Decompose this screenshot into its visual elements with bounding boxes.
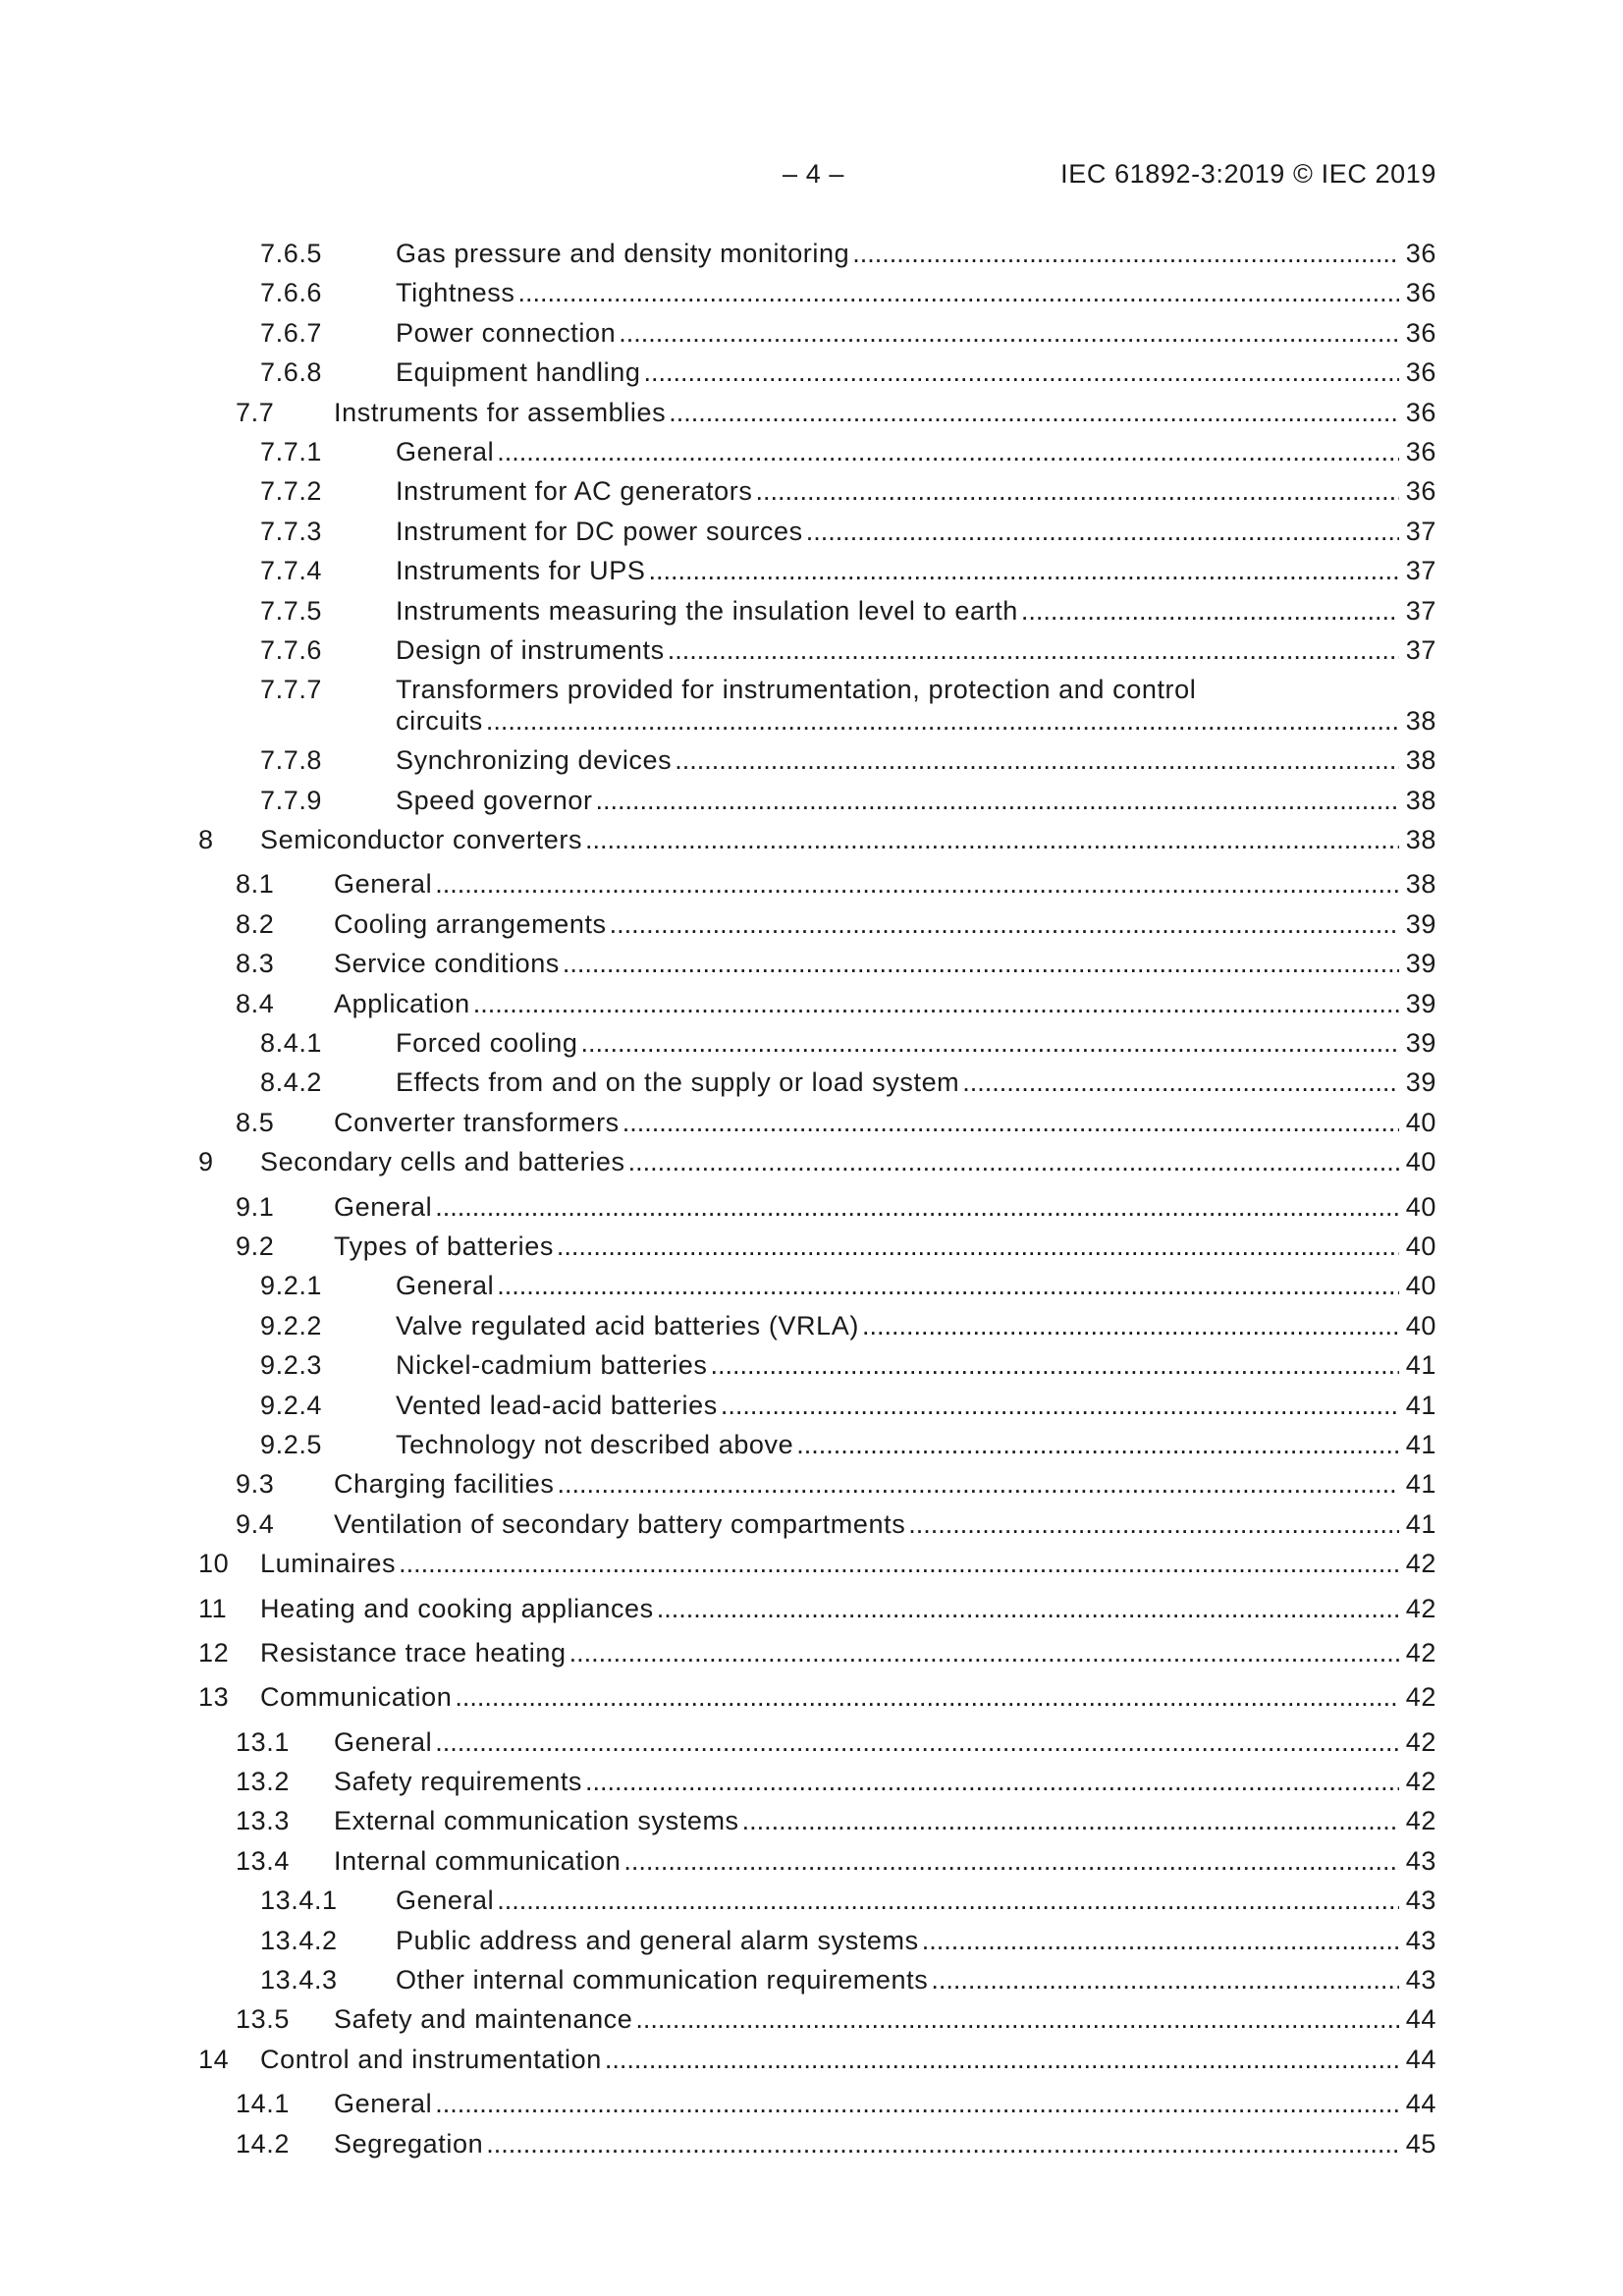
toc-page: 40: [1405, 1191, 1436, 1222]
toc-number: 9.2.5: [260, 1429, 323, 1459]
toc-page: 37: [1405, 516, 1436, 546]
toc-number: 10: [198, 1549, 230, 1579]
dot-leader: [643, 353, 1399, 392]
toc-title: External communication systems: [334, 1806, 739, 1836]
toc-page: 37: [1405, 634, 1436, 665]
dot-leader: [557, 1227, 1399, 1266]
toc-entry[interactable]: [0, 944, 1623, 983]
toc-title: Forced cooling: [396, 1028, 578, 1059]
toc-title: Internal communication: [334, 1845, 622, 1876]
toc-title: Technology not described above: [396, 1429, 794, 1459]
dot-leader: [558, 1464, 1400, 1503]
toc-entry[interactable]: [0, 591, 1623, 630]
toc-entry[interactable]: [0, 1142, 1623, 1181]
toc-entry[interactable]: [0, 984, 1623, 1023]
toc-title: Instruments measuring the insulation level to earth: [396, 595, 1018, 626]
toc-entry[interactable]: [0, 1801, 1623, 1840]
toc-number: 13.1: [236, 1726, 290, 1757]
toc-page: 40: [1405, 1230, 1436, 1261]
toc-title: Types of batteries: [334, 1230, 554, 1261]
toc-entry[interactable]: [0, 551, 1623, 590]
toc-entry[interactable]: [0, 432, 1623, 471]
dot-leader: [455, 1677, 1399, 1717]
dot-leader: [755, 471, 1399, 511]
toc-title: circuits: [396, 706, 483, 737]
dot-leader: [1021, 591, 1399, 630]
toc-title-line1: Transformers provided for instrumentation, protection and control: [396, 675, 1197, 705]
toc-title: Resistance trace heating: [260, 1637, 567, 1667]
toc-page: 41: [1405, 1469, 1436, 1500]
toc-title: Instruments for assemblies: [334, 397, 667, 427]
toc-title: Speed governor: [396, 785, 593, 815]
dot-leader: [486, 701, 1399, 740]
dot-leader: [668, 630, 1399, 670]
toc-entry[interactable]: [0, 1023, 1623, 1063]
dot-leader: [486, 2124, 1399, 2163]
dot-leader: [563, 944, 1399, 983]
toc-entry[interactable]: [0, 1544, 1623, 1583]
toc-entry[interactable]: [0, 630, 1623, 670]
toc-title: Ventilation of secondary battery compartments: [334, 1508, 906, 1539]
toc-title: Instrument for DC power sources: [396, 516, 803, 546]
toc-title: Heating and cooking appliances: [260, 1593, 654, 1623]
toc-page: 44: [1405, 2044, 1436, 2074]
toc-page: 45: [1405, 2128, 1436, 2159]
toc-page: 40: [1405, 1147, 1436, 1177]
toc-title: Luminaires: [260, 1549, 397, 1579]
toc-title: Gas pressure and density monitoring: [396, 239, 850, 268]
toc-title: Design of instruments: [396, 634, 665, 665]
toc-number: 8.1: [236, 869, 275, 900]
toc-entry[interactable]: [0, 1103, 1623, 1142]
toc-entry[interactable]: [0, 1960, 1623, 1999]
toc-title: Safety requirements: [334, 1767, 583, 1797]
toc-number: 7.6.6: [260, 278, 323, 308]
toc-title: Safety and maintenance: [334, 2004, 633, 2035]
toc-title: Valve regulated acid batteries (VRLA): [396, 1310, 859, 1340]
toc-page: 43: [1405, 1845, 1436, 1876]
toc-page: 40: [1405, 1107, 1436, 1137]
toc-page: 43: [1405, 1965, 1436, 1995]
toc-number: 8: [198, 825, 214, 855]
toc-entry[interactable]: [0, 512, 1623, 551]
dot-leader: [497, 1881, 1399, 1920]
toc-page: 40: [1405, 1310, 1436, 1340]
toc-title: General: [334, 2089, 433, 2119]
toc-title: Public address and general alarm systems: [396, 1925, 919, 1955]
dot-leader: [931, 1960, 1399, 1999]
toc-number: 7.6.7: [260, 317, 323, 348]
dot-leader: [648, 551, 1399, 590]
toc-entry[interactable]: [0, 1187, 1623, 1227]
toc-page: 36: [1405, 357, 1436, 388]
toc-entry[interactable]: [0, 234, 1623, 273]
toc-title: Communication: [260, 1682, 453, 1713]
toc-page: 37: [1405, 595, 1436, 626]
toc-entry[interactable]: [0, 1345, 1623, 1385]
dot-leader: [619, 313, 1399, 353]
toc-entry[interactable]: [0, 313, 1623, 353]
toc-entry[interactable]: [0, 1063, 1623, 1102]
toc-title: Control and instrumentation: [260, 2044, 602, 2074]
toc-title: Tightness: [396, 278, 515, 308]
dot-leader: [635, 1999, 1399, 2039]
dot-leader: [569, 1633, 1399, 1672]
toc-entry[interactable]: [0, 1633, 1623, 1672]
toc-number: 13.4.1: [260, 1886, 338, 1916]
toc-title: Cooling arrangements: [334, 908, 607, 939]
toc-entry[interactable]: [0, 273, 1623, 312]
dot-leader: [585, 820, 1399, 859]
dot-leader: [711, 1345, 1400, 1385]
toc-entry[interactable]: [0, 1722, 1623, 1762]
toc-page: 42: [1405, 1549, 1436, 1579]
toc-number: 9.2.1: [260, 1271, 323, 1301]
toc-page: 43: [1405, 1886, 1436, 1916]
toc-title: Other internal communication requirements: [396, 1965, 929, 1995]
toc-page: 38: [1405, 785, 1436, 815]
toc-number: 9.2.2: [260, 1310, 323, 1340]
dot-leader: [806, 512, 1399, 551]
toc-entry[interactable]: [0, 1841, 1623, 1881]
toc-entry[interactable]: [0, 781, 1623, 820]
toc-page: 37: [1405, 556, 1436, 586]
toc-title: Instrument for AC generators: [396, 476, 753, 507]
toc-page: 36: [1405, 317, 1436, 348]
toc-number: 14.2: [236, 2128, 290, 2159]
toc-entry[interactable]: [0, 471, 1623, 511]
toc-number: 11: [198, 1593, 228, 1623]
toc-page: 43: [1405, 1925, 1436, 1955]
toc-title: Application: [334, 988, 470, 1018]
toc-number: 13.2: [236, 1767, 290, 1797]
dot-leader: [721, 1386, 1399, 1425]
toc-number: 14: [198, 2044, 230, 2074]
dot-leader: [517, 273, 1399, 312]
toc-entry[interactable]: [0, 1306, 1623, 1345]
toc-entry[interactable]: [0, 1504, 1623, 1544]
toc-page: 40: [1405, 1271, 1436, 1301]
page-number: – 4 –: [783, 159, 845, 189]
toc-entry[interactable]: [0, 2084, 1623, 2123]
toc-number: 13.4.3: [260, 1965, 338, 1995]
toc-entry[interactable]: [0, 353, 1623, 392]
toc-title: Charging facilities: [334, 1469, 555, 1500]
toc-number: 9.3: [236, 1469, 275, 1500]
toc-number: 9.2.3: [260, 1350, 323, 1381]
toc-number: 9.2.4: [260, 1390, 323, 1420]
toc-page: 39: [1405, 949, 1436, 979]
toc-entry[interactable]: [0, 2040, 1623, 2079]
toc-number: 7.7.5: [260, 595, 323, 626]
dot-leader: [581, 1023, 1400, 1063]
toc-number: 8.2: [236, 908, 275, 939]
toc-page: 42: [1405, 1682, 1436, 1713]
dot-leader: [622, 1103, 1399, 1142]
toc-entry[interactable]: [0, 1589, 1623, 1628]
toc-title: General: [396, 1886, 495, 1916]
toc-title: Converter transformers: [334, 1107, 620, 1137]
toc-page: 42: [1405, 1726, 1436, 1757]
dot-leader: [497, 432, 1399, 471]
dot-leader: [585, 1762, 1399, 1801]
toc-page: 44: [1405, 2004, 1436, 2035]
dot-leader: [675, 740, 1399, 780]
toc-number: 7.7.3: [260, 516, 323, 546]
toc-number: 12: [198, 1637, 230, 1667]
toc-number: 7.7.6: [260, 634, 323, 665]
toc-title: Nickel-cadmium batteries: [396, 1350, 708, 1381]
dot-leader: [435, 864, 1399, 903]
dot-leader: [862, 1306, 1399, 1345]
toc-entry[interactable]: [0, 1762, 1623, 1801]
dot-leader: [605, 2040, 1399, 2079]
toc-title: General: [334, 1191, 433, 1222]
toc-entry[interactable]: [0, 1464, 1623, 1503]
toc-number: 13.3: [236, 1806, 290, 1836]
toc-title: Service conditions: [334, 949, 560, 979]
toc-page: 39: [1405, 1067, 1436, 1098]
dot-leader: [610, 904, 1399, 944]
dot-leader: [435, 1187, 1399, 1227]
toc-page: 38: [1405, 825, 1436, 855]
toc-number: 9.2: [236, 1230, 275, 1261]
dot-leader: [435, 2084, 1399, 2123]
dot-leader: [628, 1142, 1399, 1181]
toc-number: 7.7.2: [260, 476, 323, 507]
toc-title: General: [334, 1726, 433, 1757]
toc-number: 7.7.4: [260, 556, 323, 586]
toc-page: 38: [1405, 869, 1436, 900]
toc-page: 38: [1405, 706, 1436, 737]
toc-title: Equipment handling: [396, 357, 641, 388]
toc-number: 7.6.5: [260, 239, 323, 268]
toc-page: 41: [1405, 1508, 1436, 1539]
toc-number: 13.4.2: [260, 1925, 338, 1955]
toc-title: Secondary cells and batteries: [260, 1147, 625, 1177]
toc-entry[interactable]: [0, 904, 1623, 944]
toc-page: 39: [1405, 988, 1436, 1018]
toc-title: General: [334, 869, 433, 900]
toc-page: 39: [1405, 908, 1436, 939]
dot-leader: [623, 1841, 1399, 1881]
toc-entry[interactable]: [0, 2124, 1623, 2163]
dot-leader: [657, 1589, 1399, 1628]
toc-entry[interactable]: [0, 670, 1623, 740]
toc-number: 8.3: [236, 949, 275, 979]
toc-title: Semiconductor converters: [260, 825, 583, 855]
toc-number: 13.5: [236, 2004, 290, 2035]
dot-leader: [908, 1504, 1399, 1544]
dot-leader: [435, 1722, 1399, 1762]
toc-number: 8.4.1: [260, 1028, 323, 1059]
toc-number: 9: [198, 1147, 214, 1177]
toc-title: Segregation: [334, 2128, 484, 2159]
toc-number: 7.7.9: [260, 785, 323, 815]
toc-title: Effects from and on the supply or load system: [396, 1067, 960, 1098]
toc-number: 9.1: [236, 1191, 275, 1222]
document-reference: IEC 61892-3:2019 © IEC 2019: [1060, 159, 1436, 189]
toc-page: 36: [1405, 436, 1436, 466]
toc-number: 8.5: [236, 1107, 275, 1137]
toc-entry[interactable]: [0, 1921, 1623, 1960]
toc-number: 13.4: [236, 1845, 290, 1876]
toc-entry[interactable]: [0, 1677, 1623, 1717]
toc-entry[interactable]: [0, 1386, 1623, 1425]
toc-entry[interactable]: [0, 1999, 1623, 2039]
toc-entry[interactable]: [0, 740, 1623, 780]
dot-leader: [796, 1425, 1399, 1464]
dot-leader: [473, 984, 1399, 1023]
toc-entry[interactable]: [0, 1227, 1623, 1266]
toc-page: 42: [1405, 1593, 1436, 1623]
toc-title: Synchronizing devices: [396, 745, 673, 776]
toc-number: 7.6.8: [260, 357, 323, 388]
table-of-contents: [0, 234, 1623, 2163]
toc-entry[interactable]: [0, 1881, 1623, 1920]
toc-entry[interactable]: [0, 820, 1623, 859]
toc-page: 42: [1405, 1806, 1436, 1836]
toc-page: 41: [1405, 1429, 1436, 1459]
toc-number: 13: [198, 1682, 230, 1713]
toc-number: 7.7.1: [260, 436, 323, 466]
dot-leader: [497, 1266, 1399, 1305]
toc-page: 41: [1405, 1390, 1436, 1420]
toc-number: 7.7.8: [260, 745, 323, 776]
toc-title: Vented lead-acid batteries: [396, 1390, 718, 1420]
toc-number: 7.7.7: [260, 675, 323, 705]
toc-page: 38: [1405, 745, 1436, 776]
toc-entry[interactable]: [0, 864, 1623, 903]
toc-page: 41: [1405, 1350, 1436, 1381]
toc-number: 8.4: [236, 988, 275, 1018]
toc-page: 44: [1405, 2089, 1436, 2119]
toc-title: Instruments for UPS: [396, 556, 646, 586]
page-header: [0, 159, 1623, 194]
dot-leader: [852, 234, 1399, 273]
toc-number: 8.4.2: [260, 1067, 323, 1098]
toc-page: 42: [1405, 1637, 1436, 1667]
toc-title: General: [396, 436, 495, 466]
toc-page: 39: [1405, 1028, 1436, 1059]
toc-number: 7.7: [236, 397, 275, 427]
toc-entry[interactable]: [0, 1425, 1623, 1464]
toc-title: Power connection: [396, 317, 617, 348]
dot-leader: [399, 1544, 1399, 1583]
toc-page: 36: [1405, 476, 1436, 507]
toc-entry[interactable]: [0, 1266, 1623, 1305]
dot-leader: [596, 781, 1399, 820]
toc-title: General: [396, 1271, 495, 1301]
dot-leader: [669, 393, 1399, 432]
toc-number: 9.4: [236, 1508, 275, 1539]
toc-entry[interactable]: [0, 393, 1623, 432]
toc-page: 36: [1405, 278, 1436, 308]
toc-page: 36: [1405, 239, 1436, 268]
toc-number: 14.1: [236, 2089, 290, 2119]
dot-leader: [742, 1801, 1399, 1840]
toc-page: 42: [1405, 1767, 1436, 1797]
toc-page: 36: [1405, 397, 1436, 427]
dot-leader: [962, 1063, 1399, 1102]
dot-leader: [922, 1921, 1399, 1960]
